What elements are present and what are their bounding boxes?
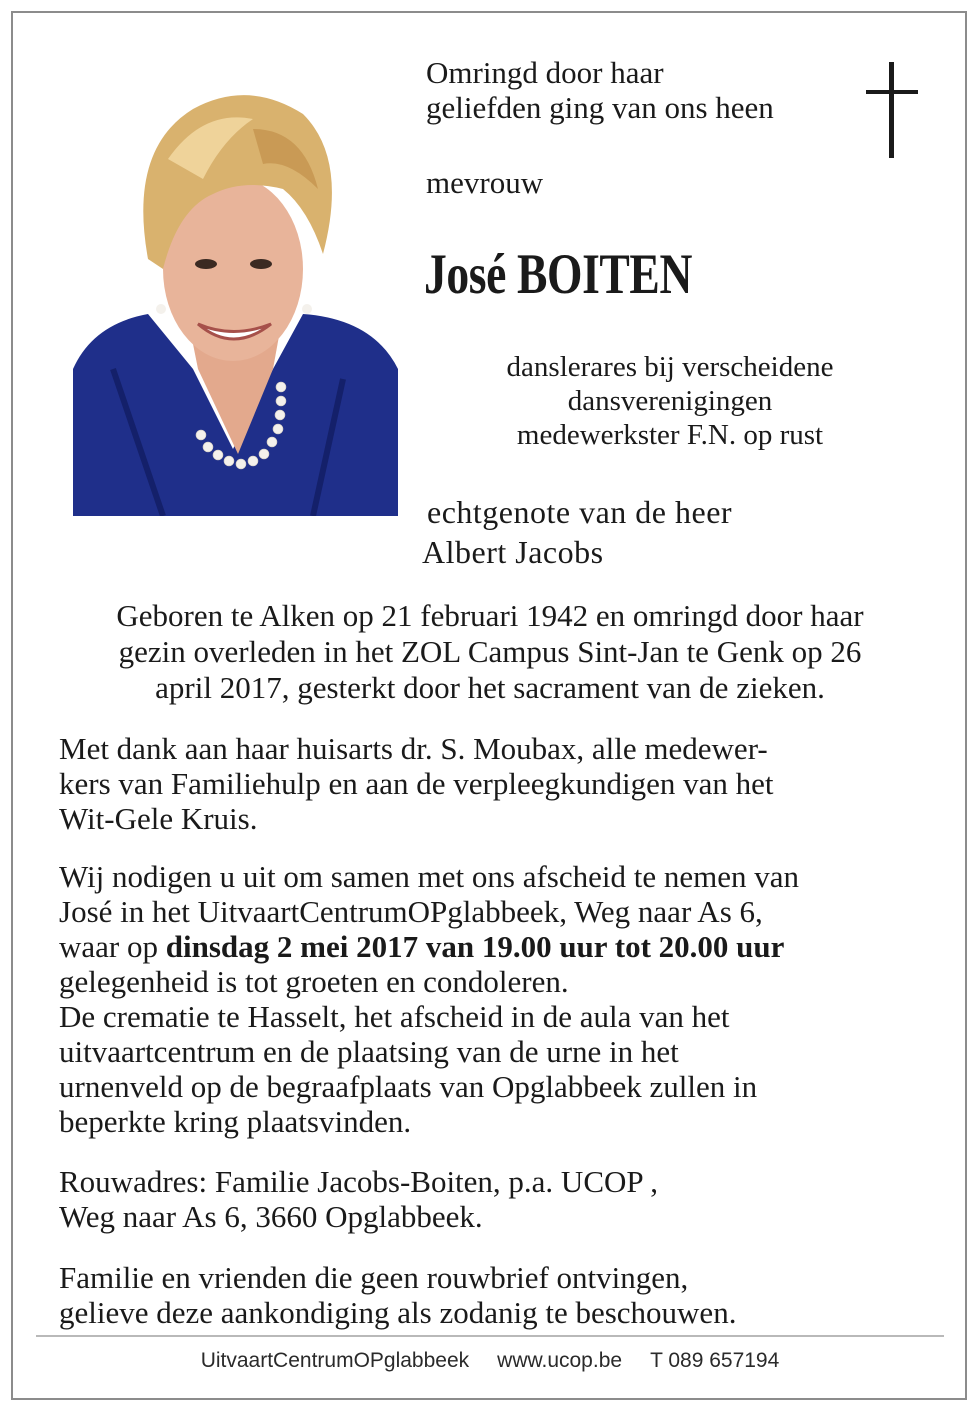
invitation-line-4: gelegenheid is tot groeten en condoleren.: [59, 964, 569, 999]
occupation-text: [450, 350, 890, 452]
invitation-line-5: De crematie te Hasselt, het afscheid in de aula van het: [59, 999, 730, 1034]
footer-divider: [36, 1335, 944, 1337]
intro-line-1: Omringd door haar: [426, 55, 664, 90]
intro-line-2: geliefden ging van ons heen: [426, 90, 774, 125]
birth-death-line-2: gezin overleden in het ZOL Campus Sint-Jan te Genk op 26: [118, 634, 862, 669]
birth-death-paragraph: [40, 598, 940, 706]
birth-death-line-3: april 2017, gesterkt door het sacrament van de zieken.: [155, 670, 825, 705]
invitation-line-3: [59, 929, 784, 965]
invitation-line-2: José in het UitvaartCentrumOPglabbeek, Weg naar As 6,: [59, 894, 763, 929]
portrait-photo: [73, 69, 398, 516]
invitation-line-3-prefix: waar op: [59, 929, 166, 964]
footer: [0, 1349, 980, 1373]
occupation-line-2: dansverenigingen: [567, 385, 773, 417]
occupation-line-1: danslerares bij verscheidene: [506, 351, 834, 383]
invitation-line-8: beperkte kring plaatsvinden.: [59, 1104, 412, 1139]
invitation-line-6: uitvaartcentrum en de plaatsing van de urne in het: [59, 1034, 679, 1069]
spouse-line-1: echtgenote van de heer: [427, 494, 733, 530]
thanks-line-3: Wit-Gele Kruis.: [59, 801, 258, 836]
invitation-line-1: Wij nodigen u uit om samen met ons afscheid te nemen van: [59, 859, 799, 894]
spouse-line-2: Albert Jacobs: [422, 534, 604, 570]
thanks-line-2: kers van Familiehulp en aan de verpleegkundigen van het: [59, 766, 774, 801]
address-line-1: Rouwadres: Familie Jacobs-Boiten, p.a. UCOP ,: [59, 1164, 658, 1199]
footer-website[interactable]: www.ucop.be: [497, 1349, 623, 1372]
notice-line-2: gelieve deze aankondiging als zodanig te beschouwen.: [59, 1295, 737, 1330]
intro-text: [426, 55, 774, 125]
invitation-line-7: urnenveld op de begraafplaats van Opglabbeek zullen in: [59, 1069, 758, 1104]
deceased-name: José BOITEN: [424, 243, 692, 306]
address-line-2: Weg naar As 6, 3660 Opglabbeek.: [59, 1199, 483, 1234]
footer-phone: T 089 657194: [650, 1349, 780, 1372]
footer-company: UitvaartCentrumOPglabbeek: [200, 1349, 470, 1372]
visitation-datetime: dinsdag 2 mei 2017 van 19.00 uur tot 20.00 uur: [165, 929, 785, 964]
cross-icon: [862, 62, 922, 167]
notice-line-1: Familie en vrienden die geen rouwbrief ontvingen,: [59, 1260, 689, 1295]
honorific: mevrouw: [426, 165, 544, 200]
thanks-line-1: Met dank aan haar huisarts dr. S. Moubax, alle medewer-: [59, 731, 768, 766]
birth-death-line-1: Geboren te Alken op 21 februari 1942 en omringd door haar: [116, 598, 864, 633]
occupation-line-3: medewerkster F.N. op rust: [516, 419, 824, 451]
